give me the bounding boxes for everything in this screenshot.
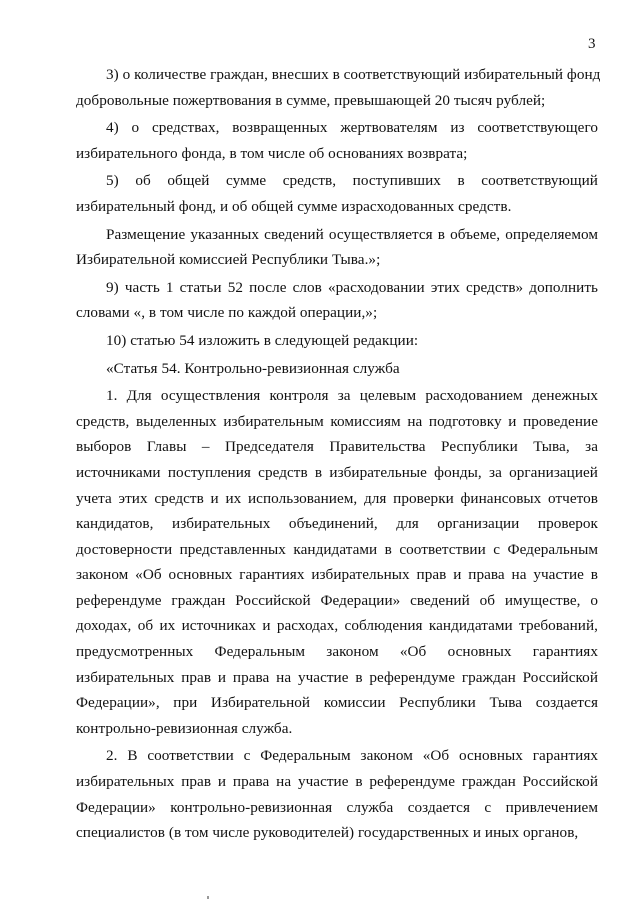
- paragraph: [76, 328, 598, 354]
- text-line: средств, выделенных избирательным комиссиям на подготовку и проведение: [76, 412, 598, 430]
- text-line: избирательных прав и права на участие в референдуме граждан Российской: [76, 773, 598, 791]
- paragraph: [76, 115, 598, 166]
- text-line: законом «Об основных гарантиях избирательных прав и права на участие в: [76, 566, 598, 584]
- text-line: добровольные пожертвования в сумме, превышающей 20 тысяч рублей;: [76, 91, 546, 109]
- text-line: доходах, об их источниках и расходах, соблюдения кандидатами требований,: [76, 617, 598, 635]
- text-line: избирательный фонд, и об общей сумме израсходованных средств.: [76, 197, 512, 215]
- text-line: словами «, в том числе по каждой операции,»;: [76, 304, 378, 322]
- text-line: Размещение указанных сведений осуществляется в объеме, определяемом: [106, 225, 598, 243]
- paragraph: [76, 356, 598, 382]
- text-line: «Статья 54. Контрольно-ревизионная служба: [106, 359, 400, 377]
- text-line: учета этих средств и их использованием, для проверки финансовых отчетов: [76, 489, 598, 507]
- paragraph: [76, 275, 598, 326]
- text-line: выборов Главы – Председателя Правительства Республики Тыва, за: [76, 438, 598, 456]
- text-line: 2. В соответствии с Федеральным законом «Об основных гарантиях: [106, 747, 598, 765]
- text-line: источниками поступления средств в избирательные фонды, за организацией: [76, 463, 598, 481]
- text-line: Избирательной комиссией Республики Тыва.»;: [76, 251, 381, 269]
- text-line: 3) о количестве граждан, внесших в соответствующий избирательный фонд: [106, 66, 601, 83]
- text-line: кандидатов, избирательных объединений, для организации проверок: [76, 515, 598, 533]
- paragraph: [76, 383, 598, 741]
- text-line: 9) часть 1 статьи 52 после слов «расходовании этих средств» дополнить: [106, 278, 598, 296]
- text-line: избирательных прав и права на участие в референдуме граждан Российской: [76, 668, 598, 686]
- text-line: избирательного фонда, в том числе об основаниях возврата;: [76, 144, 468, 162]
- text-line: 10) статью 54 изложить в следующей редакции:: [106, 331, 419, 349]
- page-number: 3: [588, 36, 596, 52]
- text-line: референдуме граждан Российской Федерации» сведений об имуществе, о: [76, 591, 598, 609]
- scan-speck: [207, 896, 209, 899]
- text-line: Федерации» контрольно-ревизионная служба создается с привлечением: [76, 798, 598, 816]
- document-body: [76, 62, 601, 848]
- text-line: 1. Для осуществления контроля за целевым расходованием денежных: [106, 387, 598, 405]
- paragraph: [76, 222, 598, 273]
- text-line: 5) об общей сумме средств, поступивших в соответствующий: [106, 172, 598, 190]
- text-line: достоверности представленных кандидатами в соответствии с Федеральным: [76, 540, 598, 558]
- text-line: контрольно-ревизионная служба.: [76, 719, 293, 737]
- text-line: предусмотренных Федеральным законом «Об основных гарантиях: [76, 643, 598, 661]
- paragraph: [76, 743, 598, 845]
- paragraph: [76, 168, 598, 219]
- text-line: Федерации», при Избирательной комиссии Республики Тыва создается: [76, 694, 598, 712]
- text-line: 4) о средствах, возвращенных жертвователям из соответствующего: [106, 119, 598, 137]
- paragraph: [76, 62, 601, 113]
- text-line: специалистов (в том числе руководителей) государственных и иных органов,: [76, 824, 579, 842]
